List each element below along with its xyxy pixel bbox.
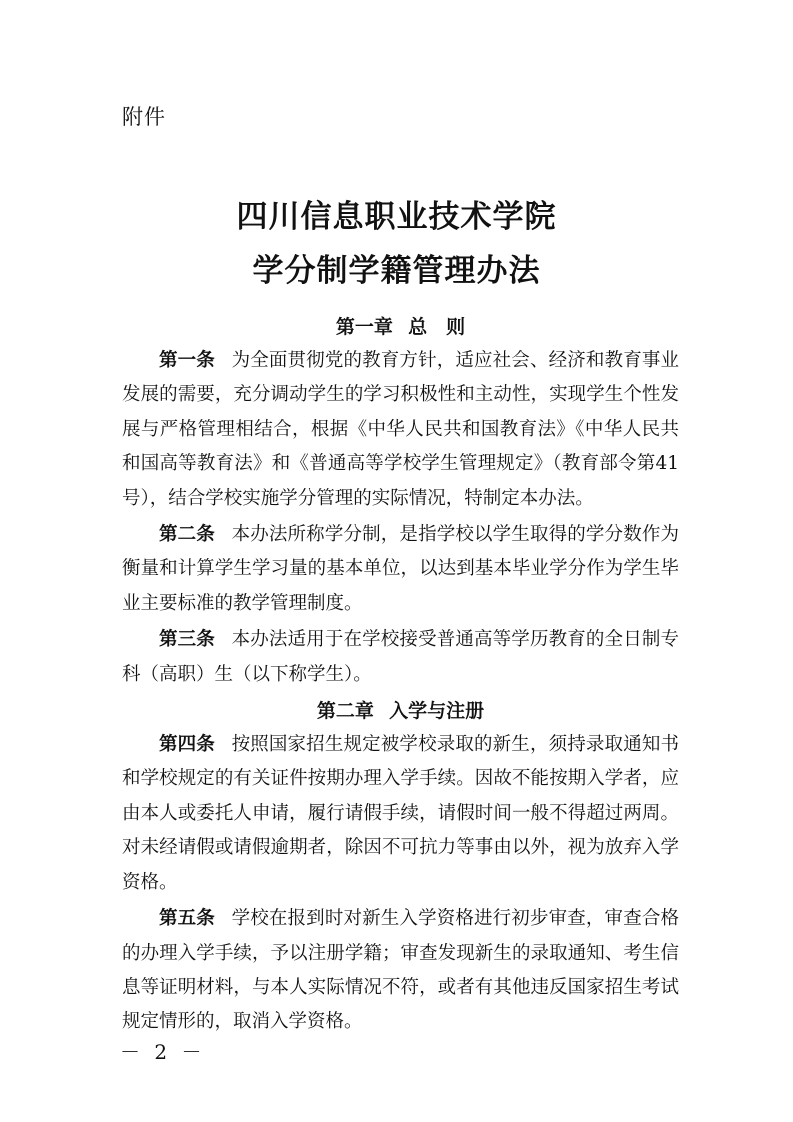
article-3-text: 本办法适用于在学校接受普通高等学历教育的全日制专科（高职）生（以下称学生）。 bbox=[122, 629, 679, 685]
article-5 bbox=[122, 902, 679, 1040]
article-5-label: 第五条 bbox=[159, 908, 215, 930]
document-body bbox=[122, 310, 679, 1042]
chapter-1-heading bbox=[122, 310, 679, 344]
chapter-2-heading bbox=[122, 694, 679, 728]
article-1-label: 第一条 bbox=[159, 350, 215, 371]
article-2 bbox=[122, 518, 679, 621]
article-4-text: 按照国家招生规定被学校录取的新生，须持录取通知书和学校规定的有关证件按期办理入学手续。因故不能按期入学者，应由本人或委托人申请，履行请假手续，请假时间一般不得超过两周。对未经请假或请假逾期者，除因不可抗力等事由以外，视为放弃入学资格。 bbox=[122, 734, 679, 893]
article-5-text: 学校在报到时对新生入学资格进行初步审查，审查合格的办理入学手续，予以注册学籍；审查发现新生的录取通知、考生信息等证明材料，与本人实际情况不符，或者有其他违反国家招生考试规定情形的，取消入学资格。 bbox=[122, 908, 679, 1033]
title-line-2: 学分制学籍管理办法 bbox=[252, 253, 541, 289]
title-line-1: 四川信息职业技术学院 bbox=[236, 199, 557, 235]
page-number: － 2 － bbox=[120, 1040, 206, 1064]
attachment-label: 附件 bbox=[122, 105, 166, 129]
chapter-1-name: 总 则 bbox=[408, 316, 466, 338]
article-4 bbox=[122, 728, 679, 900]
article-3 bbox=[122, 623, 679, 692]
chapter-2-label: 第二章 bbox=[316, 700, 374, 723]
article-1-text: 为全面贯彻党的教育方针，适应社会、经济和教育事业发展的需要，充分调动学生的学习积极性和主动性，实现学生个性发展与严格管理相结合，根据《中华人民共和国教育法》《中华人民共和国高等教育法》和《普通高等学校学生管理规定》（教育部令第41号），结合学校实施学分管理的实际情况，特制定本办法。 bbox=[122, 350, 679, 509]
chapter-2-name: 入学与注册 bbox=[389, 700, 485, 723]
article-4-label: 第四条 bbox=[159, 734, 215, 756]
article-1 bbox=[122, 344, 679, 516]
chapter-1-label: 第一章 bbox=[335, 316, 393, 338]
article-3-label: 第三条 bbox=[159, 629, 215, 651]
document-title bbox=[0, 190, 793, 298]
article-2-text: 本办法所称学分制，是指学校以学生取得的学分数作为衡量和计算学生学习量的基本单位，以达到基本毕业学分作为学生毕业主要标准的教学管理制度。 bbox=[122, 524, 679, 614]
article-2-label: 第二条 bbox=[159, 524, 215, 546]
